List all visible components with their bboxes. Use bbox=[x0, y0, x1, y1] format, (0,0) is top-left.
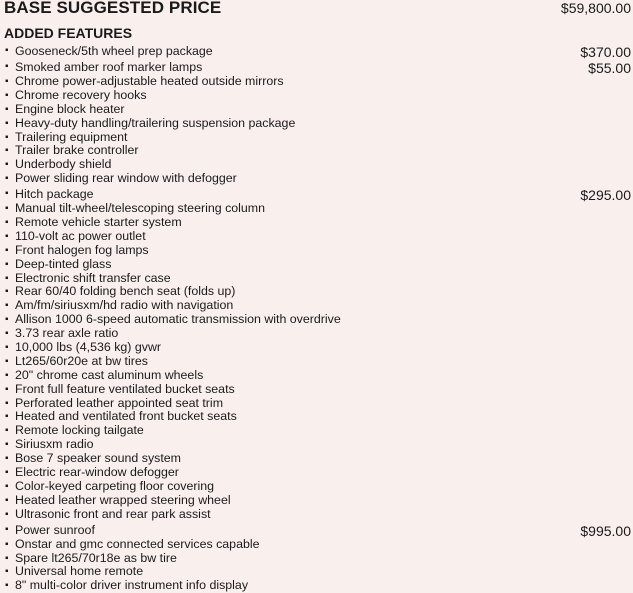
feature-item bbox=[0, 313, 633, 327]
base-price-label: BASE SUGGESTED PRICE bbox=[4, 0, 222, 17]
feature-item bbox=[0, 552, 633, 566]
feature-item bbox=[0, 565, 633, 579]
feature-name: Onstar and gmc connected services capable bbox=[15, 536, 260, 551]
bullet-icon: ▪ bbox=[5, 272, 9, 284]
feature-name: Allison 1000 6-speed automatic transmission with overdrive bbox=[15, 312, 341, 327]
feature-name: Heated leather wrapped steering wheel bbox=[15, 492, 231, 507]
bullet-icon: ▪ bbox=[5, 328, 9, 340]
feature-item bbox=[0, 466, 633, 480]
feature-item bbox=[0, 216, 633, 230]
feature-name: 10,000 lbs (4,536 kg) gvwr bbox=[15, 340, 162, 355]
feature-item bbox=[0, 424, 633, 438]
bullet-icon: ▪ bbox=[5, 173, 9, 185]
feature-name: Engine block heater bbox=[15, 101, 125, 116]
feature-name: Siriusxm radio bbox=[15, 437, 94, 452]
bullet-icon: ▪ bbox=[5, 159, 9, 171]
feature-price: $295.00 bbox=[580, 187, 631, 204]
feature-name: 3.73 rear axle ratio bbox=[15, 326, 119, 341]
bullet-icon: ▪ bbox=[5, 203, 9, 215]
bullet-icon: ▪ bbox=[5, 453, 9, 465]
feature-item bbox=[0, 43, 633, 59]
bullet-icon: ▪ bbox=[5, 494, 9, 506]
bullet-icon: ▪ bbox=[5, 230, 9, 242]
bullet-icon: ▪ bbox=[5, 89, 9, 101]
feature-item bbox=[0, 369, 633, 383]
feature-name: Power sunroof bbox=[15, 522, 95, 537]
feature-item bbox=[0, 285, 633, 299]
feature-item bbox=[0, 410, 633, 424]
feature-name: Chrome power-adjustable heated outside mirrors bbox=[15, 74, 284, 88]
feature-item bbox=[0, 341, 633, 355]
feature-item bbox=[0, 397, 633, 411]
added-features-title: ADDED FEATURES bbox=[4, 25, 133, 41]
feature-item bbox=[0, 117, 633, 131]
feature-name: Heavy-duty handling/trailering suspension package bbox=[15, 115, 296, 130]
feature-item bbox=[0, 186, 633, 202]
feature-item bbox=[0, 244, 633, 258]
feature-name: Ultrasonic front and rear park assist bbox=[15, 506, 211, 521]
feature-item bbox=[0, 103, 633, 117]
feature-name: Chrome recovery hooks bbox=[15, 87, 147, 102]
bullet-icon: ▪ bbox=[5, 217, 9, 229]
feature-name: Trailering equipment bbox=[15, 129, 128, 144]
feature-item bbox=[0, 230, 633, 244]
bullet-icon: ▪ bbox=[5, 61, 9, 72]
bullet-icon: ▪ bbox=[5, 145, 9, 157]
feature-name: Universal home remote bbox=[15, 564, 144, 579]
bullet-icon: ▪ bbox=[5, 355, 9, 367]
feature-name: Hitch package bbox=[15, 187, 94, 202]
feature-item bbox=[0, 579, 633, 593]
feature-name: Deep-tinted glass bbox=[15, 256, 112, 271]
feature-name: Front full feature ventilated bucket seats bbox=[15, 381, 235, 396]
feature-name: Manual tilt-wheel/telescoping steering column bbox=[15, 201, 266, 216]
bullet-icon: ▪ bbox=[5, 566, 9, 578]
feature-item bbox=[0, 480, 633, 494]
feature-name: Rear 60/40 folding bench seat (folds up) bbox=[15, 284, 236, 299]
feature-item bbox=[0, 494, 633, 508]
bullet-icon: ▪ bbox=[5, 314, 9, 326]
feature-name: Front halogen fog lamps bbox=[15, 242, 149, 257]
feature-item bbox=[0, 144, 633, 158]
bullet-icon: ▪ bbox=[5, 45, 9, 56]
feature-item bbox=[0, 438, 633, 452]
bullet-icon: ▪ bbox=[5, 411, 9, 423]
feature-item bbox=[0, 452, 633, 466]
feature-item bbox=[0, 131, 633, 145]
bullet-icon: ▪ bbox=[5, 397, 9, 409]
feature-name: Perforated leather appointed seat trim bbox=[15, 395, 224, 410]
feature-item bbox=[0, 172, 633, 186]
feature-item bbox=[0, 522, 633, 538]
feature-item bbox=[0, 258, 633, 272]
bullet-icon: ▪ bbox=[5, 369, 9, 381]
feature-price: $55.00 bbox=[588, 60, 631, 76]
feature-name: Color-keyed carpeting floor covering bbox=[15, 478, 215, 493]
feature-item bbox=[0, 158, 633, 172]
bullet-icon: ▪ bbox=[5, 258, 9, 270]
feature-item bbox=[0, 538, 633, 552]
feature-name: Underbody shield bbox=[15, 157, 112, 172]
feature-name: Lt265/60r20e at bw tires bbox=[15, 353, 148, 368]
feature-item bbox=[0, 202, 633, 216]
bullet-icon: ▪ bbox=[5, 538, 9, 550]
feature-name: 110-volt ac power outlet bbox=[15, 228, 146, 243]
feature-name: Smoked amber roof marker lamps bbox=[15, 60, 203, 74]
bullet-icon: ▪ bbox=[5, 131, 9, 143]
features-list bbox=[0, 43, 633, 593]
feature-item bbox=[0, 327, 633, 341]
bullet-icon: ▪ bbox=[5, 188, 9, 200]
feature-item bbox=[0, 355, 633, 369]
feature-name: Gooseneck/5th wheel prep package bbox=[15, 44, 213, 58]
feature-name: Electric rear-window defogger bbox=[15, 465, 179, 480]
bullet-icon: ▪ bbox=[5, 425, 9, 437]
feature-item bbox=[0, 508, 633, 522]
bullet-icon: ▪ bbox=[5, 244, 9, 256]
feature-item bbox=[0, 75, 633, 89]
feature-item bbox=[0, 383, 633, 397]
bullet-icon: ▪ bbox=[5, 383, 9, 395]
bullet-icon: ▪ bbox=[5, 117, 9, 129]
feature-name: Spare lt265/70r18e as bw tire bbox=[15, 550, 177, 565]
bullet-icon: ▪ bbox=[5, 76, 9, 87]
feature-item bbox=[0, 59, 633, 75]
bullet-icon: ▪ bbox=[5, 580, 9, 592]
feature-name: Remote locking tailgate bbox=[15, 423, 144, 438]
bullet-icon: ▪ bbox=[5, 523, 9, 535]
bullet-icon: ▪ bbox=[5, 552, 9, 564]
bullet-icon: ▪ bbox=[5, 103, 9, 115]
feature-price: $370.00 bbox=[580, 44, 631, 60]
bullet-icon: ▪ bbox=[5, 508, 9, 520]
feature-item bbox=[0, 299, 633, 313]
feature-item bbox=[0, 89, 633, 103]
feature-name: Am/fm/siriusxm/hd radio with navigation bbox=[15, 298, 234, 313]
feature-price: $995.00 bbox=[580, 522, 631, 539]
bullet-icon: ▪ bbox=[5, 286, 9, 298]
feature-name: Remote vehicle starter system bbox=[15, 215, 182, 230]
bullet-icon: ▪ bbox=[5, 300, 9, 312]
bullet-icon: ▪ bbox=[5, 439, 9, 451]
feature-item bbox=[0, 272, 633, 286]
feature-name: Trailer brake controller bbox=[15, 143, 139, 158]
bullet-icon: ▪ bbox=[5, 467, 9, 479]
feature-name: Heated and ventilated front bucket seats bbox=[15, 409, 237, 424]
base-price-value: $59,800.00 bbox=[560, 0, 631, 16]
feature-name: 8" multi-color driver instrument info display bbox=[15, 578, 249, 593]
bullet-icon: ▪ bbox=[5, 342, 9, 354]
bullet-icon: ▪ bbox=[5, 480, 9, 492]
feature-name: 20" chrome cast aluminum wheels bbox=[15, 367, 204, 382]
feature-name: Electronic shift transfer case bbox=[15, 270, 171, 285]
feature-name: Bose 7 speaker sound system bbox=[15, 451, 181, 466]
feature-name: Power sliding rear window with defogger bbox=[15, 171, 237, 186]
